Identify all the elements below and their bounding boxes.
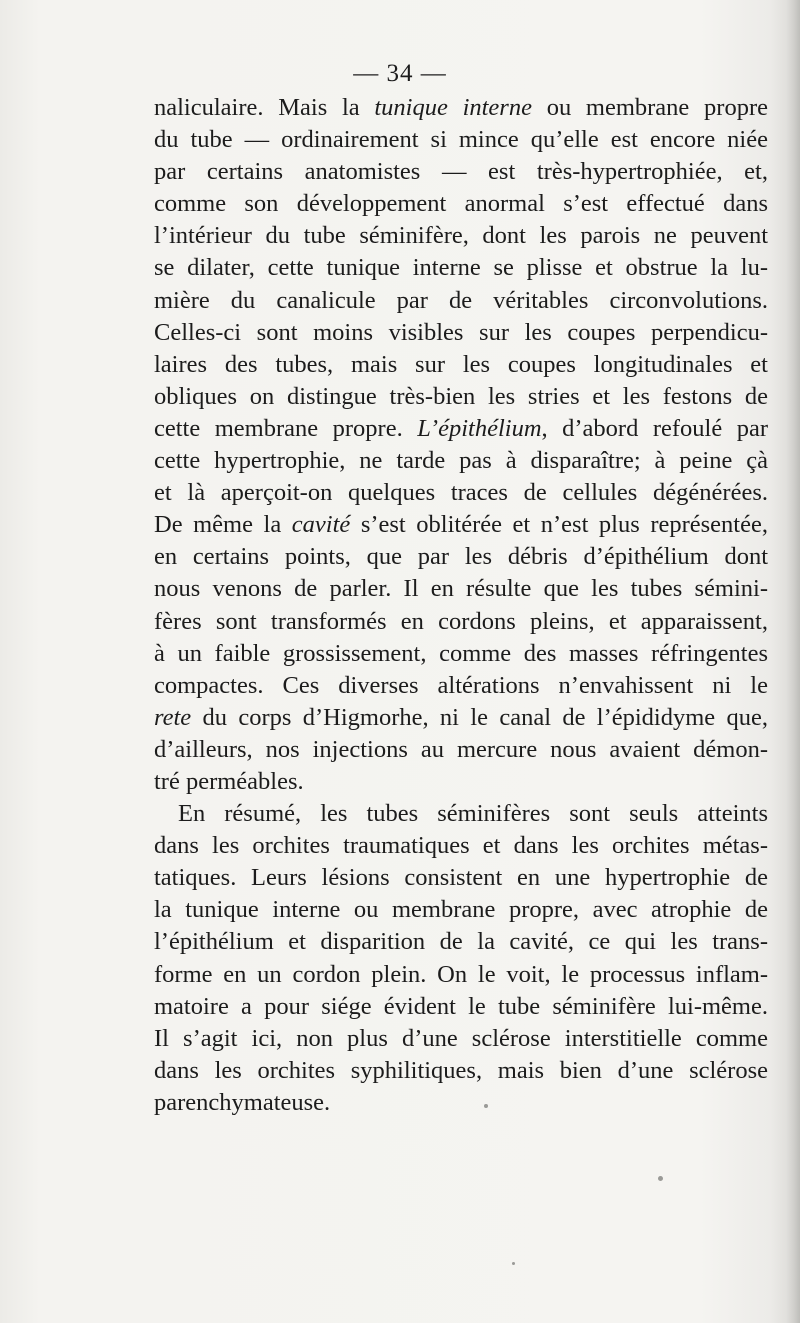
text-segment: , d’abord refoulé par xyxy=(541,414,768,442)
italic-term: rete xyxy=(154,703,192,731)
text-line xyxy=(154,92,768,124)
text-segment: dans les orchites traumatiques et dans les orchites métas- xyxy=(154,832,768,860)
text-line xyxy=(154,830,768,862)
text-line xyxy=(154,734,768,766)
text-line xyxy=(154,413,768,445)
text-line xyxy=(154,1055,768,1087)
page-edge-shadow xyxy=(786,0,800,1323)
text-line xyxy=(154,285,768,317)
text-segment: obliques on distingue très-bien les stries et les festons de xyxy=(154,382,768,410)
text-segment: laires des tubes, mais sur les coupes longitudinales et xyxy=(154,350,768,378)
text-line xyxy=(154,670,768,702)
text-line xyxy=(154,638,768,670)
text-line xyxy=(154,926,768,958)
text-segment: comme son développement anormal s’est effectué dans xyxy=(154,190,768,218)
text-line xyxy=(154,702,768,734)
body-text xyxy=(154,92,768,1119)
text-segment: cette hypertrophie, ne tarde pas à disparaître; à peine çà xyxy=(154,447,768,475)
text-segment: En résumé, les tubes séminifères sont seuls atteints xyxy=(178,800,768,828)
text-segment: s’est oblitérée et n’est plus représentée, xyxy=(350,511,768,539)
text-line xyxy=(154,766,768,798)
text-line xyxy=(154,573,768,605)
text-segment: De même la xyxy=(154,511,292,539)
text-line xyxy=(154,252,768,284)
text-line xyxy=(154,862,768,894)
text-line xyxy=(154,959,768,991)
text-segment: du corps d’Higmorhe, ni le canal de l’épididyme que, xyxy=(191,703,768,731)
text-segment: matoire a pour siége évident le tube séminifère lui-même. xyxy=(154,992,768,1020)
text-segment: d’ailleurs, nos injections au mercure nous avaient démon- xyxy=(154,735,768,763)
text-line xyxy=(154,156,768,188)
text-segment: et là aperçoit-on quelques traces de cellules dégénérées. xyxy=(154,479,768,507)
text-segment: tatiques. Leurs lésions consistent en une hypertrophie de xyxy=(154,864,768,892)
text-segment: ou membrane propre xyxy=(531,94,768,121)
text-segment: parenchymateuse. xyxy=(154,1088,331,1116)
text-line xyxy=(154,1087,768,1119)
text-segment: Il s’agit ici, non plus d’une sclérose interstitielle comme xyxy=(154,1024,768,1052)
text-segment: Celles-ci sont moins visibles sur les coupes perpendicu- xyxy=(154,318,768,346)
text-line xyxy=(154,477,768,509)
text-segment: tré perméables. xyxy=(154,767,304,795)
text-segment: la tunique interne ou membrane propre, avec atrophie de xyxy=(154,896,768,924)
text-line xyxy=(154,124,768,156)
text-line xyxy=(154,220,768,252)
text-line xyxy=(154,349,768,381)
italic-term: tunique interne xyxy=(374,94,532,121)
text-line xyxy=(154,606,768,638)
paper-speck xyxy=(484,1104,488,1108)
text-line xyxy=(154,188,768,220)
text-segment: du tube — ordinairement si mince qu’elle est encore niée xyxy=(154,126,768,154)
italic-term: cavité xyxy=(291,511,351,539)
text-line xyxy=(154,509,768,541)
text-line xyxy=(154,381,768,413)
paper-speck xyxy=(658,1176,663,1181)
text-line xyxy=(154,317,768,349)
text-segment: se dilater, cette tunique interne se plisse et obstrue la lu- xyxy=(154,254,768,282)
text-segment: dans les orchites syphilitiques, mais bien d’une sclérose xyxy=(154,1056,768,1084)
text-segment: à un faible grossissement, comme des masses réfringentes xyxy=(154,639,768,667)
text-segment: nous venons de parler. Il en résulte que les tubes sémini- xyxy=(154,575,768,603)
text-line xyxy=(154,798,768,830)
text-segment: fères sont transformés en cordons pleins, et apparaissent, xyxy=(154,607,768,635)
text-segment: naliculaire. Mais la xyxy=(154,94,375,121)
text-line xyxy=(154,445,768,477)
text-line xyxy=(154,541,768,573)
paper-speck xyxy=(512,1262,515,1265)
text-segment: en certains points, que par les débris d’épithélium dont xyxy=(154,543,768,571)
text-segment: cette membrane propre. xyxy=(154,414,418,442)
text-line xyxy=(154,894,768,926)
text-line xyxy=(154,991,768,1023)
page-number-header: — 34 — xyxy=(353,60,447,87)
text-segment: l’épithélium et disparition de la cavité, ce qui les trans- xyxy=(154,928,768,956)
text-segment: forme en un cordon plein. On le voit, le processus inflam- xyxy=(154,960,768,988)
text-segment: par certains anatomistes — est très-hypertrophiée, et, xyxy=(154,158,768,186)
italic-term: L’épithélium xyxy=(417,414,542,442)
text-line xyxy=(154,1023,768,1055)
text-segment: compactes. Ces diverses altérations n’envahissent ni le xyxy=(154,671,768,699)
text-segment: mière du canalicule par de véritables circonvolutions. xyxy=(154,286,768,314)
text-segment: l’intérieur du tube séminifère, dont les parois ne peuvent xyxy=(154,222,768,250)
